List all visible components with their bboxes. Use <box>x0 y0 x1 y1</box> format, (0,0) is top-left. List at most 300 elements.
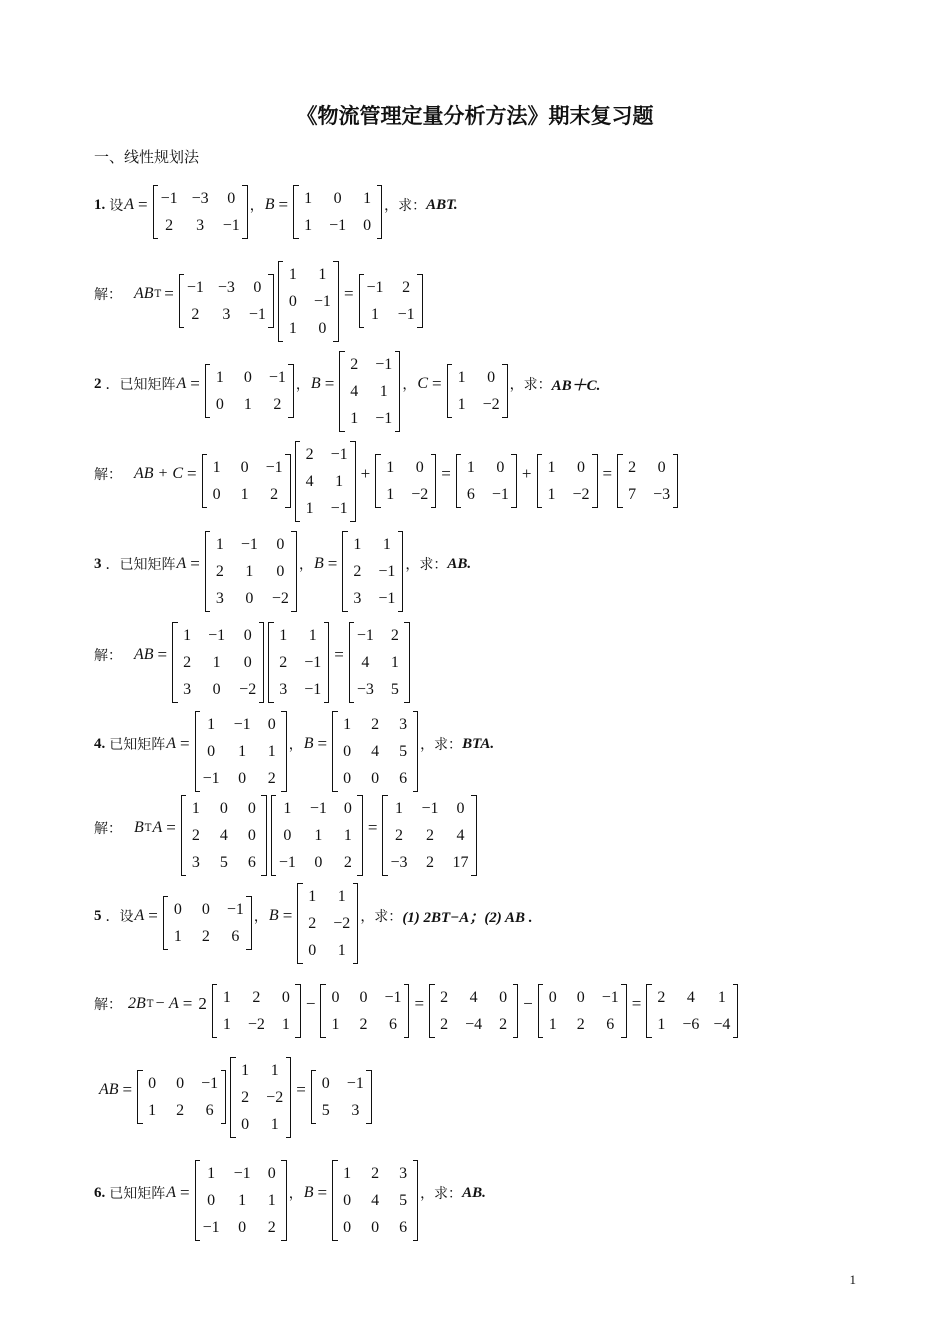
matrix-cell: 1 <box>717 989 726 1006</box>
matrix-cell: −2 <box>247 1016 265 1033</box>
matrix-cell: 5 <box>321 1102 330 1119</box>
matrix-cell: 1 <box>457 396 466 413</box>
equals-sign: = <box>414 994 425 1013</box>
matrix-cell: 1 <box>191 799 200 817</box>
matrix-cell: −1 <box>384 989 402 1006</box>
page-number: 1 <box>849 1272 856 1287</box>
matrix-cell: 0 <box>371 769 380 787</box>
problem-number: 1. <box>94 196 106 213</box>
matrix-cell: 3 <box>222 306 231 323</box>
matrix-cell: 1 <box>267 1191 276 1209</box>
matrix-cell: 0 <box>148 1075 157 1092</box>
matrix-term <box>373 440 438 508</box>
matrix-cell: 0 <box>321 1075 330 1092</box>
matrix-cell: 1 <box>207 1164 216 1182</box>
equals-sign: = <box>138 195 148 214</box>
solution-4 <box>94 790 479 871</box>
label-period: ． <box>105 909 120 925</box>
matrix-grid <box>195 711 287 792</box>
matrix-row <box>343 531 403 558</box>
matrix-cell: −1 <box>330 445 348 463</box>
label-yizhi: 已知矩阵 <box>109 1186 166 1202</box>
matrix-a <box>193 1146 289 1241</box>
matrix-cell: 2 <box>252 989 261 1006</box>
matrix-row <box>195 1187 286 1214</box>
matrix-cell: 1 <box>386 486 395 503</box>
matrix-cell: −1 <box>378 589 396 607</box>
matrix-cell: 1 <box>350 409 359 427</box>
matrix-cell: 2 <box>353 562 362 580</box>
matrix-row <box>202 454 290 481</box>
label-yizhi: 已知矩阵 <box>119 557 176 573</box>
ask-expression: AB. <box>447 555 472 572</box>
matrix-a <box>203 350 296 418</box>
matrix-row <box>212 984 300 1011</box>
var-c: C <box>417 375 428 392</box>
problem-4 <box>94 706 495 787</box>
matrix-cell: 1 <box>343 826 352 844</box>
var-a: A <box>166 1184 177 1201</box>
matrix-result <box>644 970 740 1038</box>
matrix-row <box>340 351 400 378</box>
label-yizhi: 已知矩阵 <box>109 737 166 753</box>
matrix-row <box>333 1187 418 1214</box>
matrix-grid <box>230 1057 291 1138</box>
equals-sign: = <box>334 645 344 664</box>
matrix-row <box>647 984 738 1011</box>
matrix-cell: 0 <box>308 941 317 959</box>
label-qiu: ，求： <box>384 198 427 214</box>
matrix-cell: 0 <box>243 369 252 386</box>
matrix-row <box>278 288 338 315</box>
matrix-cell: 1 <box>148 1102 157 1119</box>
matrix-row <box>349 649 409 676</box>
var-a: A <box>124 196 135 213</box>
matrix-cell: 5 <box>399 1191 408 1209</box>
comma: ， <box>298 557 313 573</box>
matrix-cell: 0 <box>276 535 285 553</box>
matrix-cell: −1 <box>378 562 396 580</box>
matrix-row <box>205 531 296 558</box>
matrix-grid <box>332 1160 418 1241</box>
matrix-cell: 4 <box>305 472 314 490</box>
matrix-row <box>202 481 290 508</box>
lhs-expression: 2B <box>128 995 146 1012</box>
matrix-cell: 0 <box>283 826 292 844</box>
matrix-row <box>294 212 382 239</box>
equals-sign: = <box>190 374 200 393</box>
matrix-term <box>427 970 520 1038</box>
equals-sign: = <box>182 994 193 1013</box>
matrix-factor <box>135 1056 228 1124</box>
matrix-row <box>153 212 247 239</box>
matrix-row <box>359 301 422 328</box>
matrix-row <box>349 622 409 649</box>
matrix-grid <box>293 185 382 239</box>
matrix-cell: 0 <box>343 799 352 817</box>
problem-6 <box>94 1155 486 1236</box>
matrix-row <box>456 454 516 481</box>
matrix-cell: 5 <box>399 742 408 760</box>
matrix-row <box>333 738 418 765</box>
matrix-cell: 0 <box>657 459 666 476</box>
matrix-cell: 2 <box>395 826 403 844</box>
matrix-cell: 1 <box>343 1164 352 1182</box>
matrix-cell: 0 <box>548 989 557 1006</box>
matrix-row <box>269 622 329 649</box>
matrix-cell: 2 <box>440 989 449 1006</box>
coefficient: 2 <box>198 994 207 1013</box>
label-period: ． <box>105 377 120 393</box>
equals-sign: = <box>296 1080 306 1099</box>
matrix-cell: 0 <box>314 853 323 871</box>
matrix-grid <box>429 984 518 1038</box>
matrix-cell: −1 <box>226 901 244 918</box>
matrix-cell: 2 <box>183 653 192 671</box>
matrix-cell: 2 <box>215 562 224 580</box>
matrix-grid <box>297 883 358 964</box>
matrix-row <box>298 910 358 937</box>
transpose-mark: T <box>154 288 162 300</box>
matrix-b <box>291 171 384 239</box>
matrix-cell: 0 <box>267 715 276 733</box>
label-qiu: ，求： <box>509 377 552 393</box>
matrix-cell: 0 <box>288 292 297 310</box>
matrix-cell: 1 <box>267 742 276 760</box>
matrix-cell: 0 <box>267 1164 276 1182</box>
matrix-cell: 0 <box>207 1191 216 1209</box>
label-she: 设 <box>119 909 134 925</box>
equals-sign: = <box>282 906 293 925</box>
matrix-cell: −2 <box>266 1088 284 1106</box>
matrix-row <box>294 185 382 212</box>
matrix-cell: 1 <box>457 369 466 386</box>
minus-sign: − <box>305 994 316 1013</box>
matrix-cell: 3 <box>191 853 200 871</box>
matrix-cell: 6 <box>399 1218 408 1236</box>
matrix-cell: −1 <box>201 1075 219 1092</box>
matrix-row <box>269 649 329 676</box>
matrix-cell: 0 <box>176 1075 185 1092</box>
label-qiu: ，求： <box>420 1186 463 1202</box>
label-jie: 解： <box>94 648 122 664</box>
matrix-cell: −1 <box>278 853 296 871</box>
matrix-cell: 0 <box>173 901 182 918</box>
matrix-cell: −1 <box>491 486 509 503</box>
matrix-term <box>454 440 519 508</box>
matrix-row <box>173 649 264 676</box>
equals-sign: = <box>431 374 442 393</box>
matrix-grid <box>202 454 291 508</box>
matrix-row <box>376 454 436 481</box>
matrix-term <box>536 970 629 1038</box>
matrix-cell: 1 <box>395 799 403 817</box>
matrix-cell: 1 <box>308 887 317 905</box>
ask-expression: AB＋C. <box>551 377 601 394</box>
matrix-grid <box>172 622 264 703</box>
matrix-cell: −1 <box>222 217 240 234</box>
matrix-row <box>271 822 362 849</box>
problem-5 <box>94 876 533 959</box>
matrix-factor <box>170 608 266 703</box>
matrix-cell: −1 <box>601 989 619 1006</box>
label-jie: 解： <box>94 821 122 837</box>
matrix-cell: 1 <box>314 826 323 844</box>
matrix-cell: 3 <box>353 589 362 607</box>
matrix-cell: 0 <box>371 1218 380 1236</box>
equals-sign: = <box>367 818 378 837</box>
label-qiu: ，求： <box>405 557 448 573</box>
matrix-cell: −1 <box>304 653 322 671</box>
matrix-b <box>330 697 420 792</box>
matrix-term <box>535 440 600 508</box>
matrix-cell: 0 <box>343 742 352 760</box>
matrix-term <box>318 970 411 1038</box>
matrix-grid <box>342 531 403 612</box>
matrix-row <box>537 481 597 508</box>
matrix-cell: −4 <box>465 1016 483 1033</box>
matrix-grid <box>320 984 409 1038</box>
matrix-cell: −1 <box>268 369 286 386</box>
matrix-result <box>309 1056 374 1124</box>
matrix-cell: −1 <box>240 535 258 553</box>
matrix-grid <box>375 454 436 508</box>
matrix-grid <box>295 441 356 522</box>
problem-number: 4. <box>94 735 106 752</box>
problem-3 <box>94 526 472 607</box>
matrix-cell: 0 <box>207 742 216 760</box>
matrix-cell: 3 <box>399 1164 408 1182</box>
matrix-cell: 0 <box>212 680 221 698</box>
matrix-row <box>383 795 476 822</box>
matrix-grid <box>537 454 598 508</box>
equals-sign: = <box>278 195 289 214</box>
matrix-cell: −3 <box>356 680 374 698</box>
matrix-cell: −1 <box>208 626 226 644</box>
problem-number: 6. <box>94 1184 106 1201</box>
matrix-cell: 1 <box>270 1115 279 1133</box>
problem-2 <box>94 346 601 427</box>
comma: ， <box>402 377 417 393</box>
equals-sign: = <box>190 554 200 573</box>
matrix-cell: 2 <box>359 1016 368 1033</box>
matrix-b <box>330 1146 420 1241</box>
matrix-grid <box>271 795 363 876</box>
matrix-grid <box>137 1070 226 1124</box>
lhs-expression: AB + C <box>134 465 184 482</box>
matrix-row <box>205 558 296 585</box>
matrix-cell: 1 <box>318 265 327 283</box>
matrix-c <box>445 350 510 418</box>
matrix-row <box>447 364 507 391</box>
matrix-cell: 1 <box>363 190 372 207</box>
matrix-cell: 0 <box>212 486 221 503</box>
matrix-row <box>163 896 251 923</box>
matrix-row <box>321 984 409 1011</box>
matrix-row <box>359 274 422 301</box>
matrix-cell: 1 <box>304 190 313 207</box>
matrix-row <box>376 481 436 508</box>
matrix-row <box>383 849 476 876</box>
problem-number: 5 <box>94 907 102 924</box>
matrix-cell: 1 <box>173 928 182 945</box>
solution-1 <box>94 256 425 337</box>
matrix-cell: 0 <box>245 589 254 607</box>
matrix-grid <box>205 531 297 612</box>
matrix-row <box>278 315 338 342</box>
matrix-grid <box>268 622 329 703</box>
matrix-cell: 1 <box>212 653 221 671</box>
comma: ， <box>295 377 310 393</box>
transpose-mark: T <box>144 822 152 834</box>
equals-sign: = <box>187 464 197 483</box>
matrix-grid <box>212 984 301 1038</box>
matrix-cell: 2 <box>176 1102 185 1119</box>
matrix-cell: 0 <box>238 1218 247 1236</box>
matrix-grid <box>617 454 678 508</box>
matrix-cell: −2 <box>239 680 257 698</box>
matrix-cell: −3 <box>390 853 408 871</box>
matrix-row <box>163 923 251 950</box>
matrix-grid <box>339 351 400 432</box>
matrix-cell: 0 <box>243 626 252 644</box>
equals-sign: = <box>317 734 328 753</box>
matrix-cell: 2 <box>267 1218 276 1236</box>
matrix-cell: −3 <box>217 279 235 296</box>
matrix-cell: 3 <box>351 1102 360 1119</box>
matrix-factor <box>200 440 293 508</box>
matrix-cell: 17 <box>452 853 469 871</box>
matrix-cell: 0 <box>243 653 252 671</box>
matrix-a <box>161 882 254 950</box>
matrix-factor <box>179 781 269 876</box>
matrix-cell: −1 <box>375 409 393 427</box>
matrix-cell: 0 <box>343 769 352 787</box>
label-jie: 解： <box>94 997 122 1013</box>
matrix-cell: 0 <box>318 319 327 337</box>
matrix-cell: 0 <box>415 459 424 476</box>
matrix-cell: 4 <box>371 1191 380 1209</box>
matrix-factor <box>276 247 341 342</box>
matrix-cell: 3 <box>215 589 224 607</box>
matrix-cell: 4 <box>219 826 228 844</box>
var-b: B <box>303 735 314 752</box>
matrix-row <box>195 711 286 738</box>
label-jie: 解： <box>94 467 122 483</box>
matrix-cell: 0 <box>343 1218 352 1236</box>
matrix-row <box>537 454 597 481</box>
label-jie: 解： <box>94 287 122 303</box>
matrix-cell: 5 <box>390 680 399 698</box>
matrix-cell: 1 <box>288 319 297 337</box>
matrix-cell: 0 <box>238 769 247 787</box>
matrix-cell: 2 <box>628 459 637 476</box>
var-b: B <box>313 555 324 572</box>
matrix-cell: −1 <box>186 279 204 296</box>
document-title: 《物流管理定量分析方法》期末复习题 <box>296 104 654 128</box>
matrix-factor <box>269 781 365 876</box>
matrix-cell: −2 <box>482 396 500 413</box>
matrix-cell: 6 <box>205 1102 214 1119</box>
matrix-cell: 2 <box>279 653 288 671</box>
matrix-factor <box>266 608 331 703</box>
matrix-cell: −1 <box>233 715 251 733</box>
matrix-grid <box>311 1070 372 1124</box>
label-she: 设 <box>109 198 124 214</box>
matrix-cell: 2 <box>191 306 200 323</box>
matrix-cell: 1 <box>379 382 388 400</box>
lhs-expression: AB <box>134 285 154 302</box>
var-b: B <box>268 907 279 924</box>
matrix-cell: 2 <box>499 1016 508 1033</box>
matrix-cell: −1 <box>330 499 348 517</box>
matrix-cell: 1 <box>238 1191 247 1209</box>
matrix-row <box>647 1011 738 1038</box>
matrix-cell: 6 <box>606 1016 615 1033</box>
ask-expression: AB. <box>462 1184 486 1201</box>
matrix-grid <box>538 984 627 1038</box>
matrix-grid <box>359 274 423 328</box>
matrix-cell: 1 <box>335 472 344 490</box>
matrix-factor <box>293 427 358 522</box>
matrix-row <box>333 711 418 738</box>
matrix-cell: 0 <box>276 562 285 580</box>
matrix-cell: 1 <box>343 715 352 733</box>
matrix-cell: 2 <box>426 826 435 844</box>
var-a: A <box>166 735 177 752</box>
matrix-cell: 1 <box>270 1061 279 1079</box>
matrix-cell: 0 <box>247 799 256 817</box>
matrix-cell: 1 <box>304 217 313 234</box>
equals-sign: = <box>148 906 158 925</box>
var-a: A <box>176 375 187 392</box>
matrix-cell: 2 <box>657 989 666 1006</box>
matrix-cell: 3 <box>399 715 408 733</box>
matrix-row <box>538 1011 626 1038</box>
matrix-cell: 2 <box>390 626 399 644</box>
equals-sign: = <box>157 645 168 664</box>
matrix-cell: 0 <box>576 989 585 1006</box>
comma: ， <box>288 737 303 753</box>
matrix-cell: 2 <box>371 715 380 733</box>
matrix-cell: 3 <box>183 680 192 698</box>
matrix-cell: 0 <box>343 1191 352 1209</box>
equals-sign: = <box>327 554 338 573</box>
matrix-row <box>456 481 516 508</box>
matrix-result <box>380 781 478 876</box>
var-b: B <box>310 375 321 392</box>
matrix-grid <box>179 274 274 328</box>
matrix-cell: −4 <box>713 1016 731 1033</box>
matrix-cell: −3 <box>191 190 209 207</box>
matrix-cell: −1 <box>421 799 439 817</box>
lhs-var-a: A <box>152 819 163 836</box>
matrix-cell: 6 <box>247 853 256 871</box>
matrix-cell: 1 <box>390 653 399 671</box>
matrix-cell: −2 <box>333 914 351 932</box>
equals-sign: = <box>164 284 174 303</box>
matrix-row <box>173 622 264 649</box>
matrix-cell: 2 <box>426 853 435 871</box>
problem-number: 2 <box>94 375 102 392</box>
matrix-cell: −1 <box>202 769 220 787</box>
matrix-row <box>271 795 362 822</box>
matrix-cell: −2 <box>572 486 590 503</box>
matrix-b <box>295 869 360 964</box>
label-qiu: ，求： <box>360 909 403 925</box>
matrix-row <box>295 441 355 468</box>
matrix-cell: 1 <box>238 742 247 760</box>
